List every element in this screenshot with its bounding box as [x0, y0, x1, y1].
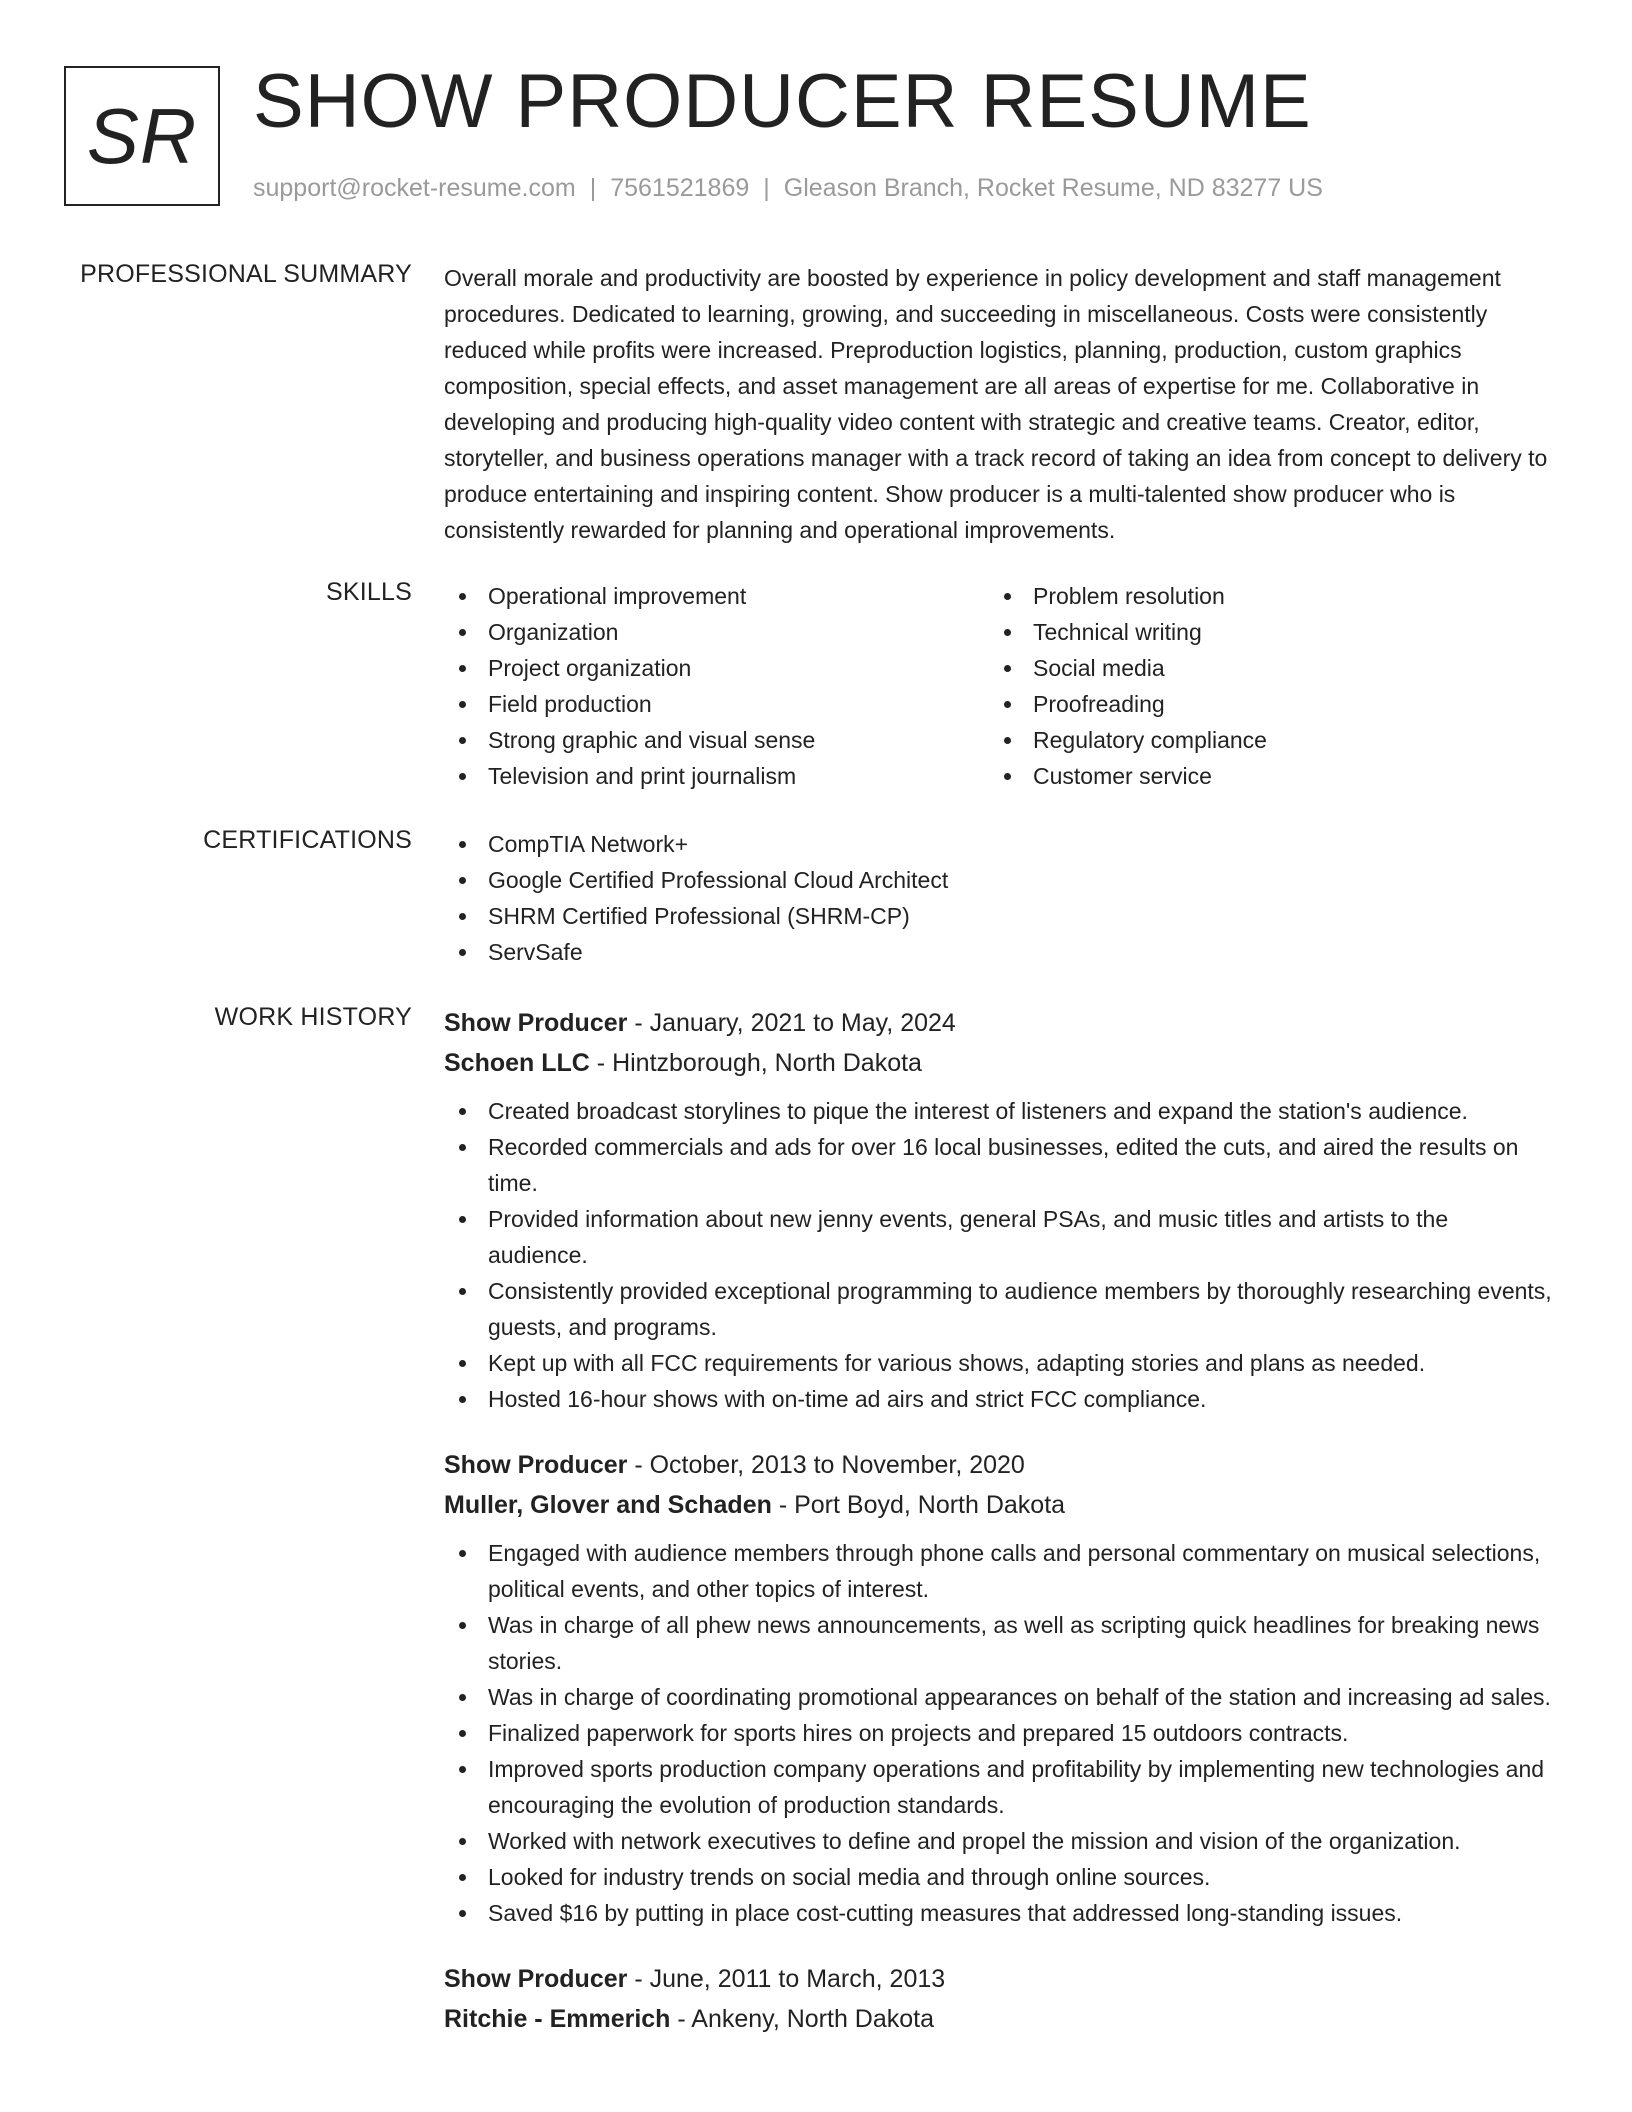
- job-dash: -: [627, 1451, 650, 1479]
- job-bullet: Finalized paperwork for sports hires on projects and prepared 15 outdoors contracts.: [444, 1715, 1554, 1751]
- job-title: Show Producer: [444, 1009, 628, 1037]
- certifications-heading: CERTIFICATIONS: [203, 826, 412, 854]
- job-bullet: Was in charge of all phew news announcements, as well as scripting quick headlines for breaking news stories.: [444, 1607, 1554, 1679]
- contact-email: support@rocket-resume.com: [253, 174, 576, 202]
- skill-item: Problem resolution: [989, 578, 1534, 614]
- contact-address: Gleason Branch, Rocket Resume, ND 83277 US: [783, 174, 1323, 202]
- skills-columns: [444, 578, 1554, 794]
- contact-phone: 7561521869: [610, 174, 750, 202]
- resume-title: SHOW PRODUCER RESUME: [253, 59, 1312, 144]
- monogram-badge: [64, 66, 220, 206]
- job-dash: -: [589, 1049, 613, 1077]
- job-entry: [444, 1003, 1554, 1417]
- job-location: Hintzborough, North Dakota: [612, 1049, 922, 1077]
- job-company-line: [444, 1485, 1554, 1525]
- job-bullet: Consistently provided exceptional programming to audience members by thoroughly researching events, guests, and programs.: [444, 1273, 1554, 1345]
- skill-item: Field production: [444, 686, 989, 722]
- job-dash: -: [627, 1965, 650, 1993]
- skill-item: Customer service: [989, 758, 1534, 794]
- skills-heading: SKILLS: [326, 578, 412, 606]
- skill-item: Project organization: [444, 650, 989, 686]
- contact-separator: |: [589, 174, 597, 202]
- job-company: Schoen LLC: [444, 1049, 590, 1077]
- certification-item: Google Certified Professional Cloud Architect: [444, 862, 1554, 898]
- job-bullet: Was in charge of coordinating promotional appearances on behalf of the station and increasing ad sales.: [444, 1679, 1554, 1715]
- job-bullet: Provided information about new jenny events, general PSAs, and music titles and artists to the audience.: [444, 1201, 1554, 1273]
- monogram-text: SR: [86, 91, 198, 180]
- skills-list-right: [989, 578, 1534, 794]
- job-location: Port Boyd, North Dakota: [794, 1491, 1066, 1519]
- skill-item: Strong graphic and visual sense: [444, 722, 989, 758]
- skill-item: Operational improvement: [444, 578, 989, 614]
- skills-list-left: [444, 578, 989, 794]
- job-dates: January, 2021 to May, 2024: [649, 1009, 956, 1037]
- skill-item: Television and print journalism: [444, 758, 989, 794]
- certifications-body: [444, 826, 1554, 970]
- job-title-line: [444, 1003, 1554, 1043]
- certification-item: ServSafe: [444, 934, 1554, 970]
- job-company-line: [444, 1999, 1554, 2039]
- contact-separator: |: [763, 174, 770, 202]
- certifications-list: [444, 826, 1554, 970]
- job-bullet: Looked for industry trends on social media and through online sources.: [444, 1859, 1554, 1895]
- job-title-line: [444, 1445, 1554, 1485]
- job-company: Muller, Glover and Schaden: [444, 1491, 772, 1519]
- job-entry: [444, 1445, 1554, 1931]
- job-bullets: [444, 1535, 1554, 1931]
- summary-text: Overall morale and productivity are boosted by experience in policy development and staff management procedures. Dedicated to learning, growing, and succeeding in miscellaneous. Costs were consistently reduced while profits were increased. Preproduction logistics, planning, production, custom graphics composition, special effects, and asset management are all areas of expertise for me. Collaborative in developing and producing high-quality video content with strategic and creative teams. Creator, editor, storyteller, and business operations manager with a track record of taking an idea from concept to delivery to produce entertaining and inspiring content. Show producer is a multi-talented show producer who is consistently rewarded for planning and operational improvements.: [444, 265, 1548, 543]
- summary-body: [444, 260, 1554, 548]
- job-dates: October, 2013 to November, 2020: [649, 1451, 1025, 1479]
- skill-item: Organization: [444, 614, 989, 650]
- job-dates: June, 2011 to March, 2013: [649, 1965, 946, 1993]
- job-location: Ankeny, North Dakota: [691, 2005, 935, 2033]
- skill-item: Social media: [989, 650, 1534, 686]
- summary-heading: PROFESSIONAL SUMMARY: [80, 260, 412, 288]
- job-entry: [444, 1959, 1554, 2039]
- job-bullet: Recorded commercials and ads for over 16 local businesses, edited the cuts, and aired the results on time.: [444, 1129, 1554, 1201]
- skill-item: Proofreading: [989, 686, 1534, 722]
- skill-item: Technical writing: [989, 614, 1534, 650]
- job-dash: -: [771, 1491, 795, 1519]
- job-bullet: Improved sports production company operations and profitability by implementing new technologies and encouraging the evolution of production standards.: [444, 1751, 1554, 1823]
- job-bullet: Created broadcast storylines to pique the interest of listeners and expand the station's audience.: [444, 1093, 1554, 1129]
- job-bullet: Saved $16 by putting in place cost-cutting measures that addressed long-standing issues.: [444, 1895, 1554, 1931]
- job-bullet: Kept up with all FCC requirements for various shows, adapting stories and plans as needed.: [444, 1345, 1554, 1381]
- job-title: Show Producer: [444, 1451, 628, 1479]
- job-dash: -: [627, 1009, 650, 1037]
- job-bullets: [444, 1093, 1554, 1417]
- job-title: Show Producer: [444, 1965, 628, 1993]
- work-history-body: [444, 1003, 1554, 2067]
- skill-item: Regulatory compliance: [989, 722, 1534, 758]
- job-company: Ritchie - Emmerich: [444, 2005, 671, 2033]
- job-title-line: [444, 1959, 1554, 1999]
- contact-line: [253, 174, 1323, 203]
- job-bullet: Hosted 16-hour shows with on-time ad airs and strict FCC compliance.: [444, 1381, 1554, 1417]
- work-history-heading: WORK HISTORY: [214, 1003, 412, 1031]
- job-company-line: [444, 1043, 1554, 1083]
- job-dash: -: [670, 2005, 692, 2033]
- certification-item: SHRM Certified Professional (SHRM-CP): [444, 898, 1554, 934]
- job-bullet: Worked with network executives to define and propel the mission and vision of the organization.: [444, 1823, 1554, 1859]
- certification-item: CompTIA Network+: [444, 826, 1554, 862]
- job-bullet: Engaged with audience members through phone calls and personal commentary on musical selections, political events, and other topics of interest.: [444, 1535, 1554, 1607]
